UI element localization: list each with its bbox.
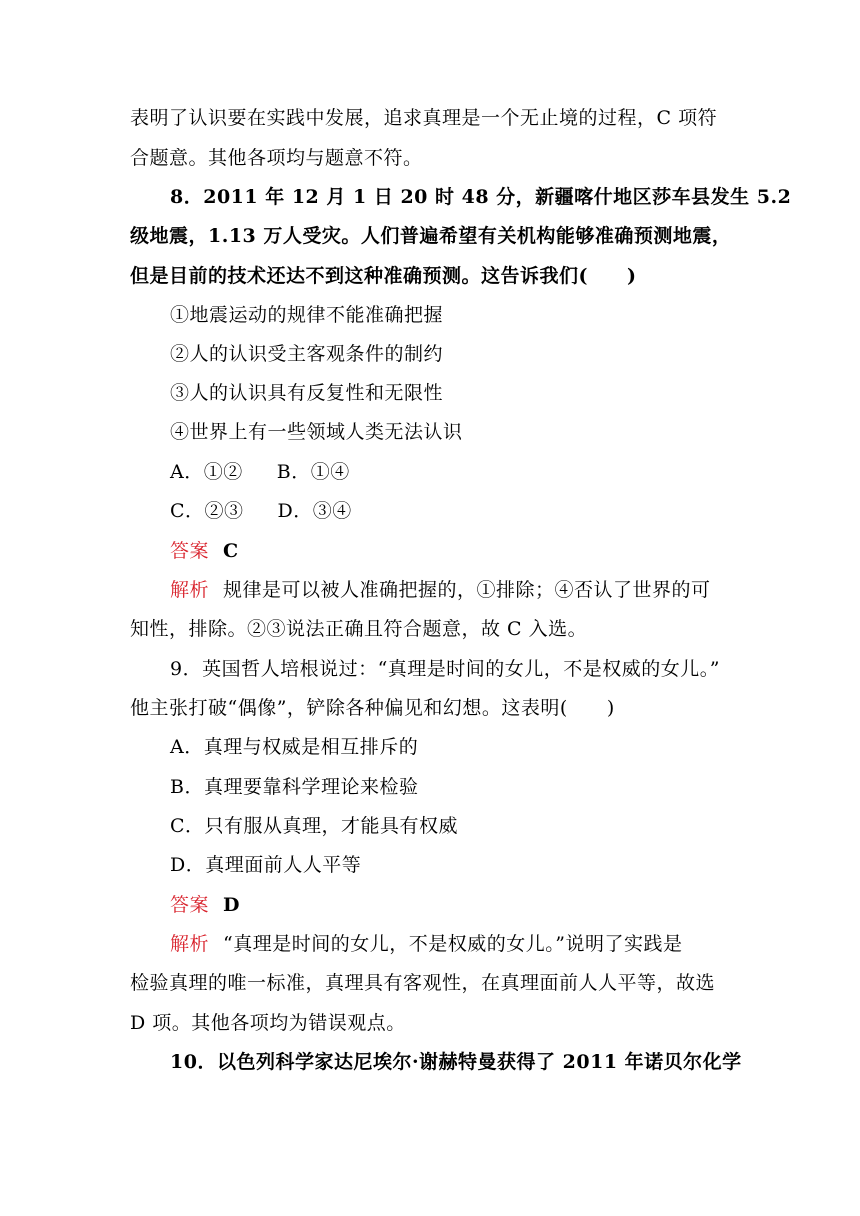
question-9-option-c: C．只有服从真理，才能具有权威 bbox=[170, 815, 459, 837]
option-d: D．③④ bbox=[277, 500, 352, 522]
question-9-option-a: A．真理与权威是相互排斥的 bbox=[170, 736, 419, 758]
text-line: 合题意。其他各项均与题意不符。 bbox=[130, 147, 423, 169]
text-line: 表明了认识要在实践中发展，追求真理是一个无止境的过程，C 项符 bbox=[130, 107, 718, 129]
question-8-statement-2: ②人的认识受主客观条件的制约 bbox=[170, 343, 444, 365]
explanation-label: 解析 bbox=[170, 933, 210, 955]
answer-value: C bbox=[223, 540, 239, 562]
question-9-option-b: B．真理要靠科学理论来检验 bbox=[170, 776, 419, 798]
answer-label: 答案 bbox=[170, 894, 210, 916]
question-9-explanation-cont: D 项。其他各项均为错误观点。 bbox=[130, 1012, 406, 1034]
option-b: B．①④ bbox=[276, 461, 350, 483]
answer-value: D bbox=[223, 894, 240, 916]
question-9-answer bbox=[170, 893, 730, 917]
question-8-statement-3: ③人的认识具有反复性和无限性 bbox=[170, 382, 444, 404]
explanation-label: 解析 bbox=[170, 579, 210, 601]
explanation-text: 规律是可以被人准确把握的，①排除；④否认了世界的可 bbox=[223, 579, 711, 601]
question-8-statement-4: ④世界上有一些领域人类无法认识 bbox=[170, 421, 463, 443]
question-8-options-row bbox=[170, 499, 730, 523]
question-9-explanation bbox=[170, 932, 730, 956]
question-8-stem: 8．2011 年 12 月 1 日 20 时 48 分，新疆喀什地区莎车县发生 5.2 bbox=[170, 186, 792, 208]
question-9-option-d: D．真理面前人人平等 bbox=[170, 854, 362, 876]
question-8-explanation-cont: 知性，排除。②③说法正确且符合题意，故 C 入选。 bbox=[130, 618, 588, 640]
question-10-stem: 10．以色列科学家达尼埃尔·谢赫特曼获得了 2011 年诺贝尔化学 bbox=[170, 1051, 742, 1073]
question-8-answer bbox=[170, 539, 730, 563]
explanation-text: “真理是时间的女儿，不是权威的女儿。”说明了实践是 bbox=[223, 933, 683, 955]
question-8-stem: 级地震，1.13 万人受灾。人们普遍希望有关机构能够准确预测地震， bbox=[130, 225, 732, 247]
answer-label: 答案 bbox=[170, 540, 210, 562]
question-8-statement-1: ①地震运动的规律不能准确把握 bbox=[170, 304, 444, 326]
option-a: A．①② bbox=[170, 461, 243, 483]
question-9-explanation-cont: 检验真理的唯一标准，真理具有客观性，在真理面前人人平等，故选 bbox=[130, 972, 716, 994]
option-c: C．②③ bbox=[170, 500, 244, 522]
question-8-explanation bbox=[170, 578, 730, 602]
question-8-options-row bbox=[170, 460, 730, 484]
question-9-stem: 他主张打破“偶像”，铲除各种偏见和幻想。这表明( ) bbox=[130, 697, 615, 719]
question-9-stem: 9．英国哲人培根说过：“真理是时间的女儿，不是权威的女儿。” bbox=[170, 658, 721, 680]
question-8-stem: 但是目前的技术还达不到这种准确预测。这告诉我们( ) bbox=[130, 265, 637, 287]
